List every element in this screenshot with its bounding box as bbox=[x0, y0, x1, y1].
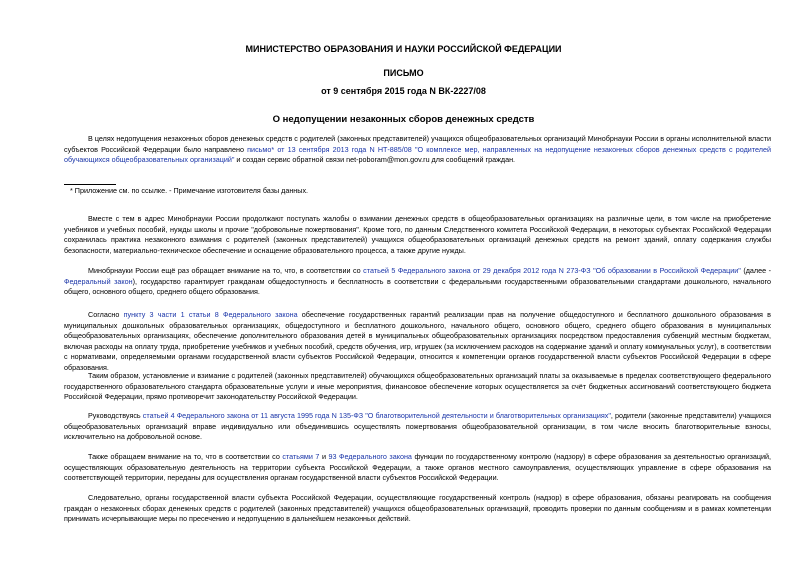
document-subject: О недопущении незаконных сборов денежных средств bbox=[272, 114, 535, 125]
ministry-title: МИНИСТЕРСТВО ОБРАЗОВАНИЯ И НАУКИ РОССИЙСКОЙ ФЕДЕРАЦИИ bbox=[245, 44, 562, 54]
paragraph-3: Минобрнауки России ещё раз обращает внимание на то, что, в соответствии со статьей 5 Федерального закона от 29 декабря 2012 года N 273-ФЗ "Об образовании в Российской Федерации" (далее - Федеральный закон), государство гарантирует гражданам общедоступность и бесплатность в соответствии с федеральными государственными образовательными стандартами дошкольного, начального общего, основного общего, среднего общего образования. bbox=[64, 266, 771, 297]
link-article-4-law-135[interactable]: статьей 4 Федерального закона от 11 августа 1995 года N 135-ФЗ "О благотворительной деятельности и благотворительных организациях" bbox=[142, 411, 611, 420]
link-article-8-law[interactable]: пункту 3 части 1 статьи 8 Федерального закона bbox=[123, 310, 298, 319]
paragraph-5: Таким образом, установление и взимание с родителей (законных представителей) обучающихся общеобразовательных организаций платы за оказываемые в пределах соответствующего федерального государственного образовательного стандарта образовательные услуги и иные мероприятия, финансовое обеспечение которых осуществляется за счёт бюджетных ассигнований соответствующего бюджета Российской Федерации, прямо противоречит законодательству Российской Федерации. bbox=[64, 371, 771, 402]
link-letter-nt-885[interactable]: письмо* от 13 сентября 2013 года N НТ-885/08 "О комплексе мер, направленных на недопущение незаконных сборов денежных средств с родителей обучающихся общеобразовательных организаций" bbox=[64, 144, 771, 165]
footnote: * Приложение см. по ссылке. - Примечание изготовителя базы данных. bbox=[70, 186, 309, 195]
footnote-divider bbox=[64, 184, 116, 185]
paragraph-4: Согласно пункту 3 части 1 статьи 8 Федерального закона обеспечение государственных гарантий реализации прав на получение общедоступного и бесплатного дошкольного образования в муниципальных дошкольных образовательных организациях, общедоступного и бесплатного дошкольного, начального общего, основного общего, среднего общего образования в муниципальных общеобразовательных организациях, обеспечение дополнительного образования детей в муниципальных общеобразовательных организациях посредством предоставления субвенций местным бюджетам, включая расходы на оплату труда, приобретение учебников и учебных пособий, средств обучения, игр, игрушек (за исключением расходов на содержание зданий и оплату коммунальных услуг), в соответствии с нормативами, определяемыми органами государственной власти субъектов Российской Федерации, относится к компетенции органов государственной власти субъектов Российской Федерации в сфере образования. bbox=[64, 310, 771, 372]
link-article-93-law[interactable]: 93 Федерального закона bbox=[328, 452, 412, 461]
document-date-number: от 9 сентября 2015 года N ВК-2227/08 bbox=[321, 86, 486, 96]
link-article-5-law[interactable]: статьей 5 Федерального закона от 29 декабря 2012 года N 273-ФЗ "Об образовании в Российской Федерации" bbox=[363, 266, 741, 275]
paragraph-2: Вместе с тем в адрес Минобрнауки России продолжают поступать жалобы о взимании денежных средств в общеобразовательных организациях на различные цели, в том числе на приобретение учебников и учебных пособий, нужды школы и прочие "добровольные пожертвования". Кроме того, по данным Следственного комитета Российской Федерации, в некоторых субъектах Российской Федерации сохранилась практика незаконного взимания с родителей (законных представителей) учащихся общеобразовательных организаций денежных средств на ремонт зданий, оплату содержания службы безопасности, материально-техническое обеспечение и оснащение образовательного процесса, а также другие нужды. bbox=[64, 214, 771, 255]
link-article-7[interactable]: статьями 7 bbox=[282, 452, 320, 461]
paragraph-8: Следовательно, органы государственной власти субъекта Российской Федерации, осуществляющие государственный контроль (надзор) в сфере образования, обязаны реагировать на сообщения граждан о незаконных сборах денежных средств с родителей (законных представителей) учащихся общеобразовательных организаций, проводить проверки по данным сообщениям и в рамках компетенции принимать исчерпывающие меры по пресечению и недопущению в дальнейшем незаконных действий. bbox=[64, 493, 771, 524]
paragraph-1: В целях недопущения незаконных сборов денежных средств с родителей (законных представителей) учащихся общеобразовательных организаций Минобрнауки России в органы исполнительной власти субъектов Российской Федерации было направлено письмо* от 13 сентября 2013 года N НТ-885/08 "О комплексе мер, направленных на недопущение незаконных сборов денежных средств с родителей обучающихся общеобразовательных организаций" и создан сервис обратной связи net-poboram@mon.gov.ru для сообщений граждан. bbox=[64, 134, 771, 165]
document-type: ПИСЬМО bbox=[383, 68, 424, 78]
link-federal-law[interactable]: Федеральный закон bbox=[64, 276, 133, 286]
paragraph-6: Руководствуясь статьей 4 Федерального закона от 11 августа 1995 года N 135-ФЗ "О благотворительной деятельности и благотворительных организациях", родители (законные представители) учащихся общеобразовательных организаций вправе индивидуально или объединившись осуществлять пожертвования общеобразовательной организации, в том числе вносить благотворительные взносы, исключительно на добровольной основе. bbox=[64, 411, 771, 442]
paragraph-7: Также обращаем внимание на то, что в соответствии со статьями 7 и 93 Федерального закона функции по государственному контролю (надзору) в сфере образования за деятельностью организаций, осуществляющих образовательную деятельность на территории субъекта Российской Федерации, а также органов местного самоуправления, осуществляющих управление в сфере образования на соответствующей территории, переданы для осуществления органам государственной власти субъектов Российской Федерации. bbox=[64, 452, 772, 483]
